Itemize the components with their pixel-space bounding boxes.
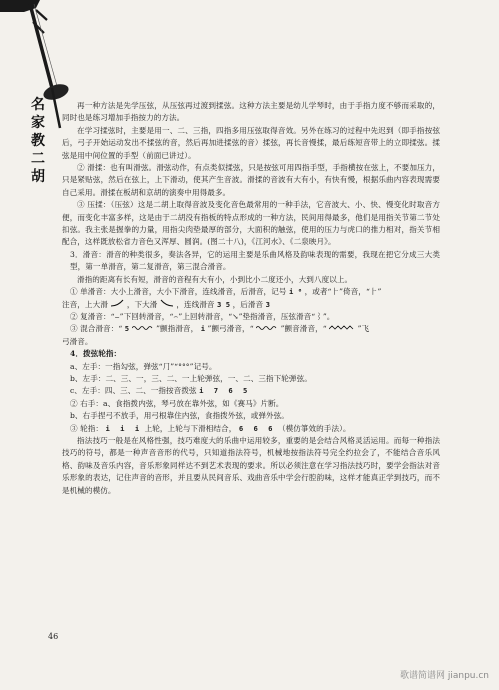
text: ”飞 bbox=[357, 324, 370, 334]
notation-mark: 3 5 bbox=[217, 299, 231, 309]
title-char: 教 bbox=[31, 133, 45, 149]
notation-mark: 6 6 6 bbox=[238, 423, 276, 433]
paragraph: ② 右手：a、食指拨内弦，琴弓放在靠外弦，如《赛马》片断。 bbox=[70, 398, 284, 408]
trill-wave-icon bbox=[132, 325, 154, 331]
section-heading: 3．滑音：滑音的种类很多，奏法各异，它的运用主要是乐曲风格及韵味表现的需要，我现在把它分成三大类型，第一单滑音，第二复滑音，第三混合滑音。 bbox=[70, 249, 440, 272]
vertical-book-title bbox=[28, 96, 48, 186]
single-slide-line bbox=[62, 286, 440, 298]
text: 上轮，上轮与下滑相结合， bbox=[144, 423, 237, 433]
paragraph: 滑指的距离有长有短，滑音的音程有大有小，小到比小二度还小，大到八度以上。 bbox=[77, 274, 353, 284]
paragraph: 再一种方法是先学压弦，从压弦再过渡到揉弦。这种方法主要是幼儿学琴时，由于手指力度不够而采取的，同时也是练习增加手指按力的方法。 bbox=[62, 101, 440, 123]
notation-mark: i bbox=[200, 324, 206, 334]
flying-bow-icon bbox=[329, 325, 355, 331]
title-char: 家 bbox=[31, 115, 45, 131]
paragraph: 指法技巧一般是在风格性强，技巧难度大的乐曲中运用较多，重要的是会结合风格灵活运用。而每一种指法技巧的符号，都是一种声音音形的代号，只知道指法符号，机械地按指法符号完全约拉会了，不能结合音乐风格、韵味及音乐内容，音乐形象同样达不到艺术表现的要求。所以必须注意在学习指法技巧时，要学会指法对音乐形象的表达，记住声音的音形，并且要从民间音乐、戏曲音乐中学会行腔韵味，这样才能真正学到技巧，而不是机械的模仿。 bbox=[62, 435, 440, 495]
compound-slide-line: ② 复滑音：“⌣”下回转滑音，“⌢”上回转滑音，“↘”垫指滑音，压弦滑音“⌇”。 bbox=[70, 311, 335, 321]
paragraph: a、左手：一指勾弦，弹弦“⺆”“°°°”记号。 bbox=[70, 361, 217, 371]
text: ，下大滑 bbox=[126, 299, 158, 309]
up-slide-icon bbox=[110, 299, 124, 307]
paragraph: 弓滑音。 bbox=[62, 336, 93, 346]
paragraph: ③ 压揉：（压弦）这是二胡上取得音波及变化音色最常用的一种手法，它音波大、小、快、慢变化时取音方便，而变化丰富多样，这是由于二胡没有指板的特点形成的一种方法，民间用得最多，他们是用指关节第二节处扣弦。我主张是握拳的力量，用指尖肉垫最厚的部分，大面积的触弦，使用的压力与虎口的推力相对，指关节相配合，这样既放松省力音色又浑厚、圆润。(图二十八)，《江河水》、《二泉映月》。 bbox=[62, 200, 440, 247]
text: ③ 混合滑音：“ bbox=[70, 324, 123, 334]
paragraph: 在学习揉弦时，主要是用一、二、三指，四指多用压弦取得音效。另外在练习的过程中先迟到（即手指按弦后，弓子开始运动发出不揉弦的音，然后再加进揉弦的音）揉弦，再长音慢揉，最后练短音带上的立即揉弦。揉弦是用中间位置的手型（前面已讲过）。 bbox=[62, 125, 440, 160]
text: ① 单滑音：大小上滑音，大小下滑音，连线滑音，后滑音，记号 bbox=[70, 287, 287, 297]
text: ”颤音滑音，“ bbox=[280, 324, 327, 334]
paragraph: b、右手捏弓不放手，用弓根靠住内弦，食指拨外弦，或弹外弦。 bbox=[70, 411, 289, 421]
paragraph: ② 滑揉：也有叫滑弦。滑弦动作，有点类似揉弦，只是按弦可用四指手型，手指横按在弦上，不要加压力，只是紧贴弦，然后在弦上，上下滑动，使其产生音波。滑揉的音波有大有小，有快有慢，根据乐曲内容表现需要自己采用。滑揉在板胡和京胡的演奏中用得最多。 bbox=[62, 163, 440, 197]
text: ，连线滑音 bbox=[176, 299, 215, 309]
main-text bbox=[62, 100, 440, 497]
text: ，后滑音 bbox=[232, 299, 264, 309]
page-number: 46 bbox=[48, 632, 59, 641]
text: ”颤指滑音， bbox=[156, 324, 199, 334]
text: ”颤弓滑音，“ bbox=[207, 324, 254, 334]
paragraph bbox=[62, 423, 440, 435]
watermark: 歌谱简谱网 jianpu.cn bbox=[399, 671, 489, 681]
text: 注音，上大滑 bbox=[62, 299, 108, 309]
paragraph bbox=[62, 385, 440, 397]
title-char: 二 bbox=[31, 151, 45, 167]
notation-mark: i 7 6 5 bbox=[199, 386, 251, 396]
text: （模仿箏效的手法）。 bbox=[277, 423, 351, 433]
notation-mark: i i i bbox=[105, 423, 143, 433]
title-char: 名 bbox=[31, 97, 45, 113]
paragraph: b、左手：二、三、一，三、二、一上轮弹弦，一、二、三指下轮弹弦。 bbox=[70, 373, 312, 383]
down-slide-icon bbox=[160, 299, 174, 307]
section-heading: 4．拨弦轮指： bbox=[70, 349, 122, 359]
title-char: 胡 bbox=[31, 169, 45, 185]
notation-mark: 3 bbox=[265, 299, 271, 309]
notation-mark: 5 bbox=[124, 324, 130, 334]
text: ③ 轮指： bbox=[70, 423, 104, 433]
text: ，或者“⺊”倚音，“⺊” bbox=[304, 287, 382, 297]
mixed-slide-line bbox=[62, 323, 440, 335]
single-slide-line-2 bbox=[62, 299, 440, 311]
trill-wave-icon bbox=[256, 325, 278, 331]
notation-mark: i ⁶ bbox=[288, 287, 303, 297]
text: c、左手：四、三、二、一指按音拨弦 bbox=[70, 386, 197, 396]
